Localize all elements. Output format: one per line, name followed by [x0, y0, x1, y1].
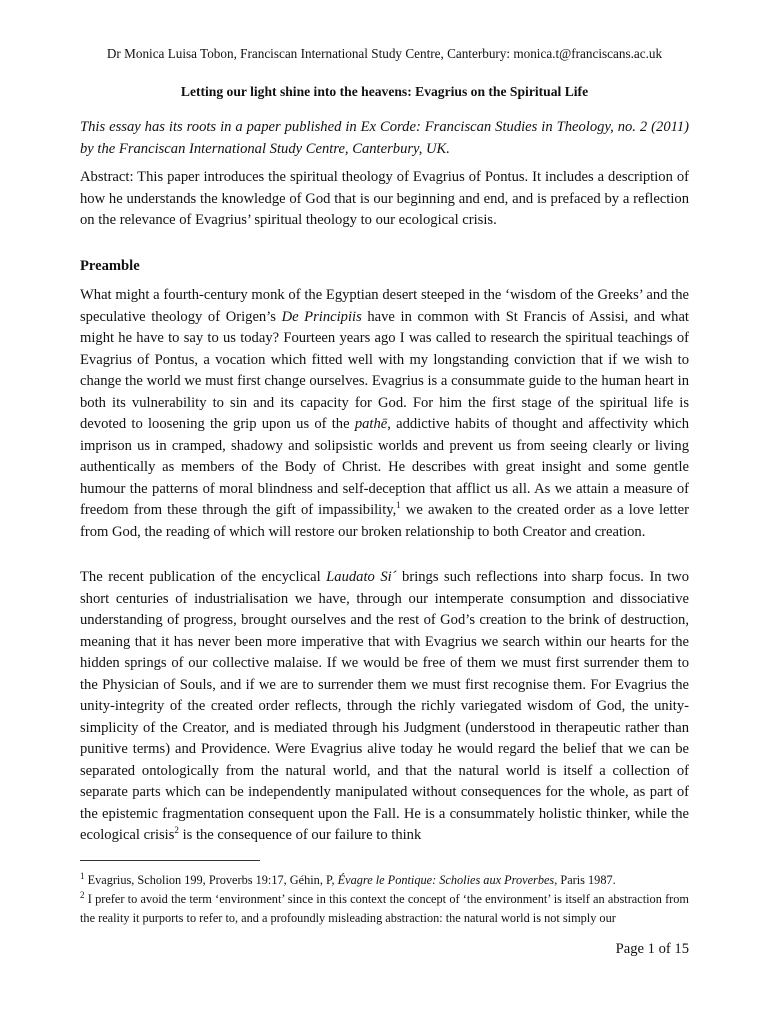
footnote-ref-2[interactable]: 2 — [174, 825, 179, 836]
paragraph-1 — [80, 285, 689, 543]
paragraph-2-work-title: Laudato Si´ — [326, 569, 397, 585]
paragraph-1-text-b: have in common with St Francis of Assisi, and what might he have to say to us today? Fourteen years ago I was called to research the spiritual teachings of Evagrius of Pontus, a vocation which fitted well with my longstanding conviction that if we wish to change the world we must first change ourselves. Evagrius is a consummate guide to the human heart in both its vulnerability to sin and its capacity for God. For him the first stage of the spiritual life is devoted to loosening the grip upon us of the — [80, 308, 689, 432]
paragraph-1-term: pathē — [354, 416, 388, 432]
paragraph-2-text-c: is the consequence of our failure to think — [178, 827, 422, 843]
paragraph-2-text-a: The recent publication of the encyclical — [80, 569, 327, 585]
footnote-1-text-b: , Paris 1987. — [554, 873, 616, 887]
paragraph-1-work-title: De Principiis — [281, 308, 362, 325]
footnote-1 — [80, 871, 689, 890]
page-header: Dr Monica Luisa Tobon, Franciscan International Study Centre, Canterbury: monica.t@franciscans.ac.uk — [106, 46, 663, 61]
footnote-2 — [80, 890, 689, 928]
section-heading-preamble: Preamble — [80, 258, 140, 274]
paragraph-2-text-b: brings such reflections into sharp focus. In two short centuries of industrialisation we have, through our intemperate consumption and dissociative understanding of progress, brought ourselves and the rest of God’s creation to the brink of destruction, meaning that it has never been more imperative that with Evagrius we search within our hearts for the hidden springs of our collective malaise. If we would be free of them we must first surrender them to the Physician of Souls, and if we are to surrender them we must first recognise them. For Evagrius the unity-integrity of the created order reflects, through the richly variegated wisdom of God, the unity-simplicity of the Creator, and is mediated through his Judgment (understood in therapeutic rather than punitive terms) and Providence. Were Evagrius alive today he would regard the belief that we can be separated ontologically from the natural world, and that the natural world is itself a collection of separate parts which can be independently manipulated without consequences for the whole, as part of the epistemic fragmentation consequent upon the Fall. He is a consummately holistic thinker, while the ecological crisis — [80, 569, 690, 843]
footnote-1-work-title: Évagre le Pontique: Scholies aux Proverbes — [337, 873, 555, 887]
footnote-1-text-a: Evagrius, Scholion 199, Proverbs 19:17, Géhin, P, — [84, 873, 338, 887]
footnote-ref-1[interactable]: 1 — [396, 500, 401, 511]
essay-title: Letting our light shine into the heavens: Evagrius on the Spiritual Life — [180, 84, 589, 99]
abstract: Abstract: This paper introduces the spiritual theology of Evagrius of Pontus. It includes a description of how he understands the knowledge of God that is our beginning and end, and is prefaced by a reflection on the relevance of Evagrius’ spiritual theology to our ecological crisis. — [80, 169, 689, 228]
page-number: Page 1 of 15 — [615, 941, 689, 957]
footnotes — [80, 871, 689, 928]
intro-note: This essay has its roots in a paper published in Ex Corde: Franciscan Studies in Theology, no. 2 (2011) by the Franciscan International Study Centre, Canterbury, UK. — [80, 119, 689, 157]
paragraph-2 — [80, 567, 689, 847]
paragraph-1-text-d: we awaken to the created order as a love letter from God, the reading of which will restore our broken relationship to both Creator and creation. — [80, 502, 689, 540]
footnote-2-text: I prefer to avoid the term ‘environment’ since in this context the concept of ‘the environment’ is itself an abstraction from the reality it purports to refer to, and a profoundly misleading abstraction: the natural world is not simply our — [80, 892, 689, 925]
footnote-2-number: 2 — [80, 889, 85, 900]
footnote-1-number: 1 — [80, 870, 85, 881]
footnote-divider — [80, 860, 260, 861]
paragraph-1-text-a: What might a fourth-century monk of the Egyptian desert steeped in the ‘wisdom of the Greeks’ and the speculative theology of Origen’s — [80, 287, 689, 325]
paragraph-1-text-c: , addictive habits of thought and affectivity which imprison us in cramped, shadowy and solipsistic worlds and prevent us from seeing clearly or living authentically as members of the Body of Christ. He describes with great insight and some gentle humour the patterns of moral blindness and self-deception that afflict us all. As we attain a measure of freedom from these through the gift of impassibility, — [80, 416, 689, 518]
